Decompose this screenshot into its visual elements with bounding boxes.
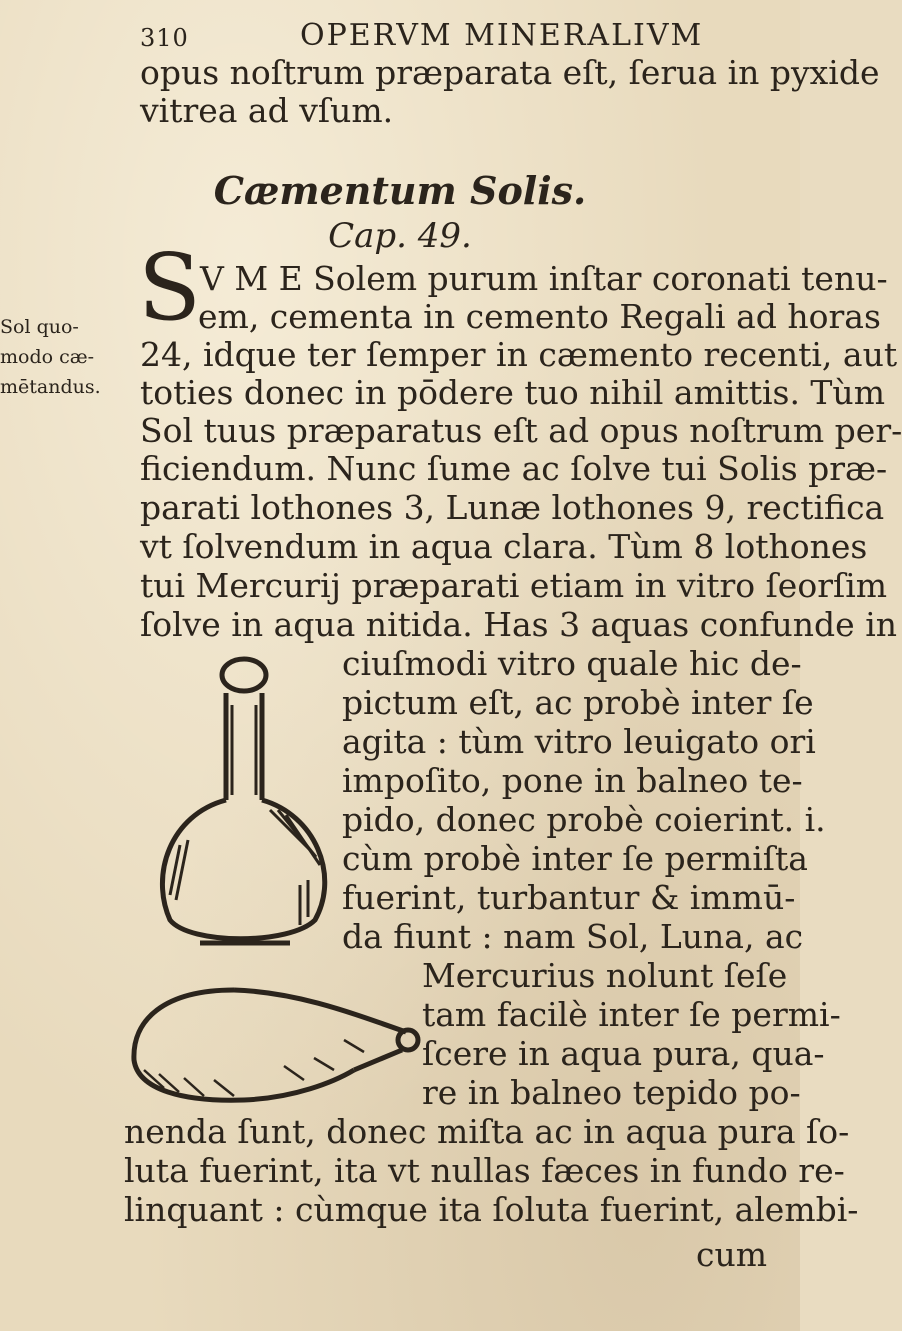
text-line: tam facilè inter ſe permi- <box>422 995 841 1034</box>
text-line: em, cementa in cemento Regali ad horas <box>198 297 881 336</box>
text-line: toties donec in pōdere tuo nihil amittis. Tùm <box>140 373 885 412</box>
text-line: ſcere in aqua pura, qua- <box>422 1034 825 1073</box>
page-number: 310 <box>140 24 189 52</box>
reclining-flask-illustration <box>124 970 424 1110</box>
text-line: re in balneo tepido po- <box>422 1073 801 1112</box>
catchword: cum <box>696 1235 768 1274</box>
chapter-heading: Cap. 49. <box>328 216 472 256</box>
margin-note-line: mētandus. <box>0 376 101 398</box>
text-line: ſolve in aqua nitida. Has 3 aquas confunde in <box>140 605 898 644</box>
text-line: parati lothones 3, Lunæ lothones 9, rectifica <box>140 488 885 527</box>
page-header <box>140 14 780 54</box>
text-line: nenda ſunt, donec miſta ac in aqua pura ſo- <box>124 1112 850 1151</box>
text-line: Sol tuus præparatus eſt ad opus noſtrum per- <box>140 411 902 450</box>
text-line: luta fuerint, ita vt nullas fæces in fundo re- <box>124 1151 845 1190</box>
text-line: Mercurius nolunt ſeſe <box>422 956 788 995</box>
text-line: ciuſmodi vitro quale hic de- <box>342 644 802 683</box>
text-line: tui Mercurij præparati etiam in vitro ſeorſim <box>140 566 888 605</box>
running-title: OPERVM MINERALIVM <box>300 18 704 53</box>
text-line: fuerint, turbantur & immū- <box>342 878 796 917</box>
text-line: pictum eſt, ac probè inter ſe <box>342 683 814 722</box>
text-line: 24, idque ter ſemper in cæmento recenti, aut <box>140 335 898 374</box>
text-line: vt ſolvendum in aqua clara. Tùm 8 lothones <box>140 527 868 566</box>
text-line: linquant : cùmque ita ſoluta fuerint, alembi- <box>124 1190 859 1229</box>
text-line: V M E Solem purum inſtar coronati tenu- <box>200 259 888 298</box>
text-line: cùm probè inter ſe permiſta <box>342 839 808 878</box>
text-line: vitrea ad vſum. <box>140 91 394 130</box>
margin-note <box>0 312 118 402</box>
margin-note-line: modo cæ- <box>0 346 95 368</box>
text-line: opus noſtrum præparata eſt, ſerua in pyxide <box>140 53 880 92</box>
section-title: Cæmentum Solis. <box>213 168 587 213</box>
text-line: da fiunt : nam Sol, Luna, ac <box>342 917 804 956</box>
upright-flask-illustration <box>140 645 340 960</box>
margin-note-line: Sol quo- <box>0 316 79 338</box>
text-line: agita : tùm vitro leuigato ori <box>342 722 816 761</box>
text-line: pido, donec probè coierint. i. <box>342 800 826 839</box>
drop-cap: S <box>138 234 202 341</box>
text-line: ficiendum. Nunc ſume ac ſolve tui Solis præ- <box>140 449 888 488</box>
text-line: impoſito, pone in balneo te- <box>342 761 803 800</box>
